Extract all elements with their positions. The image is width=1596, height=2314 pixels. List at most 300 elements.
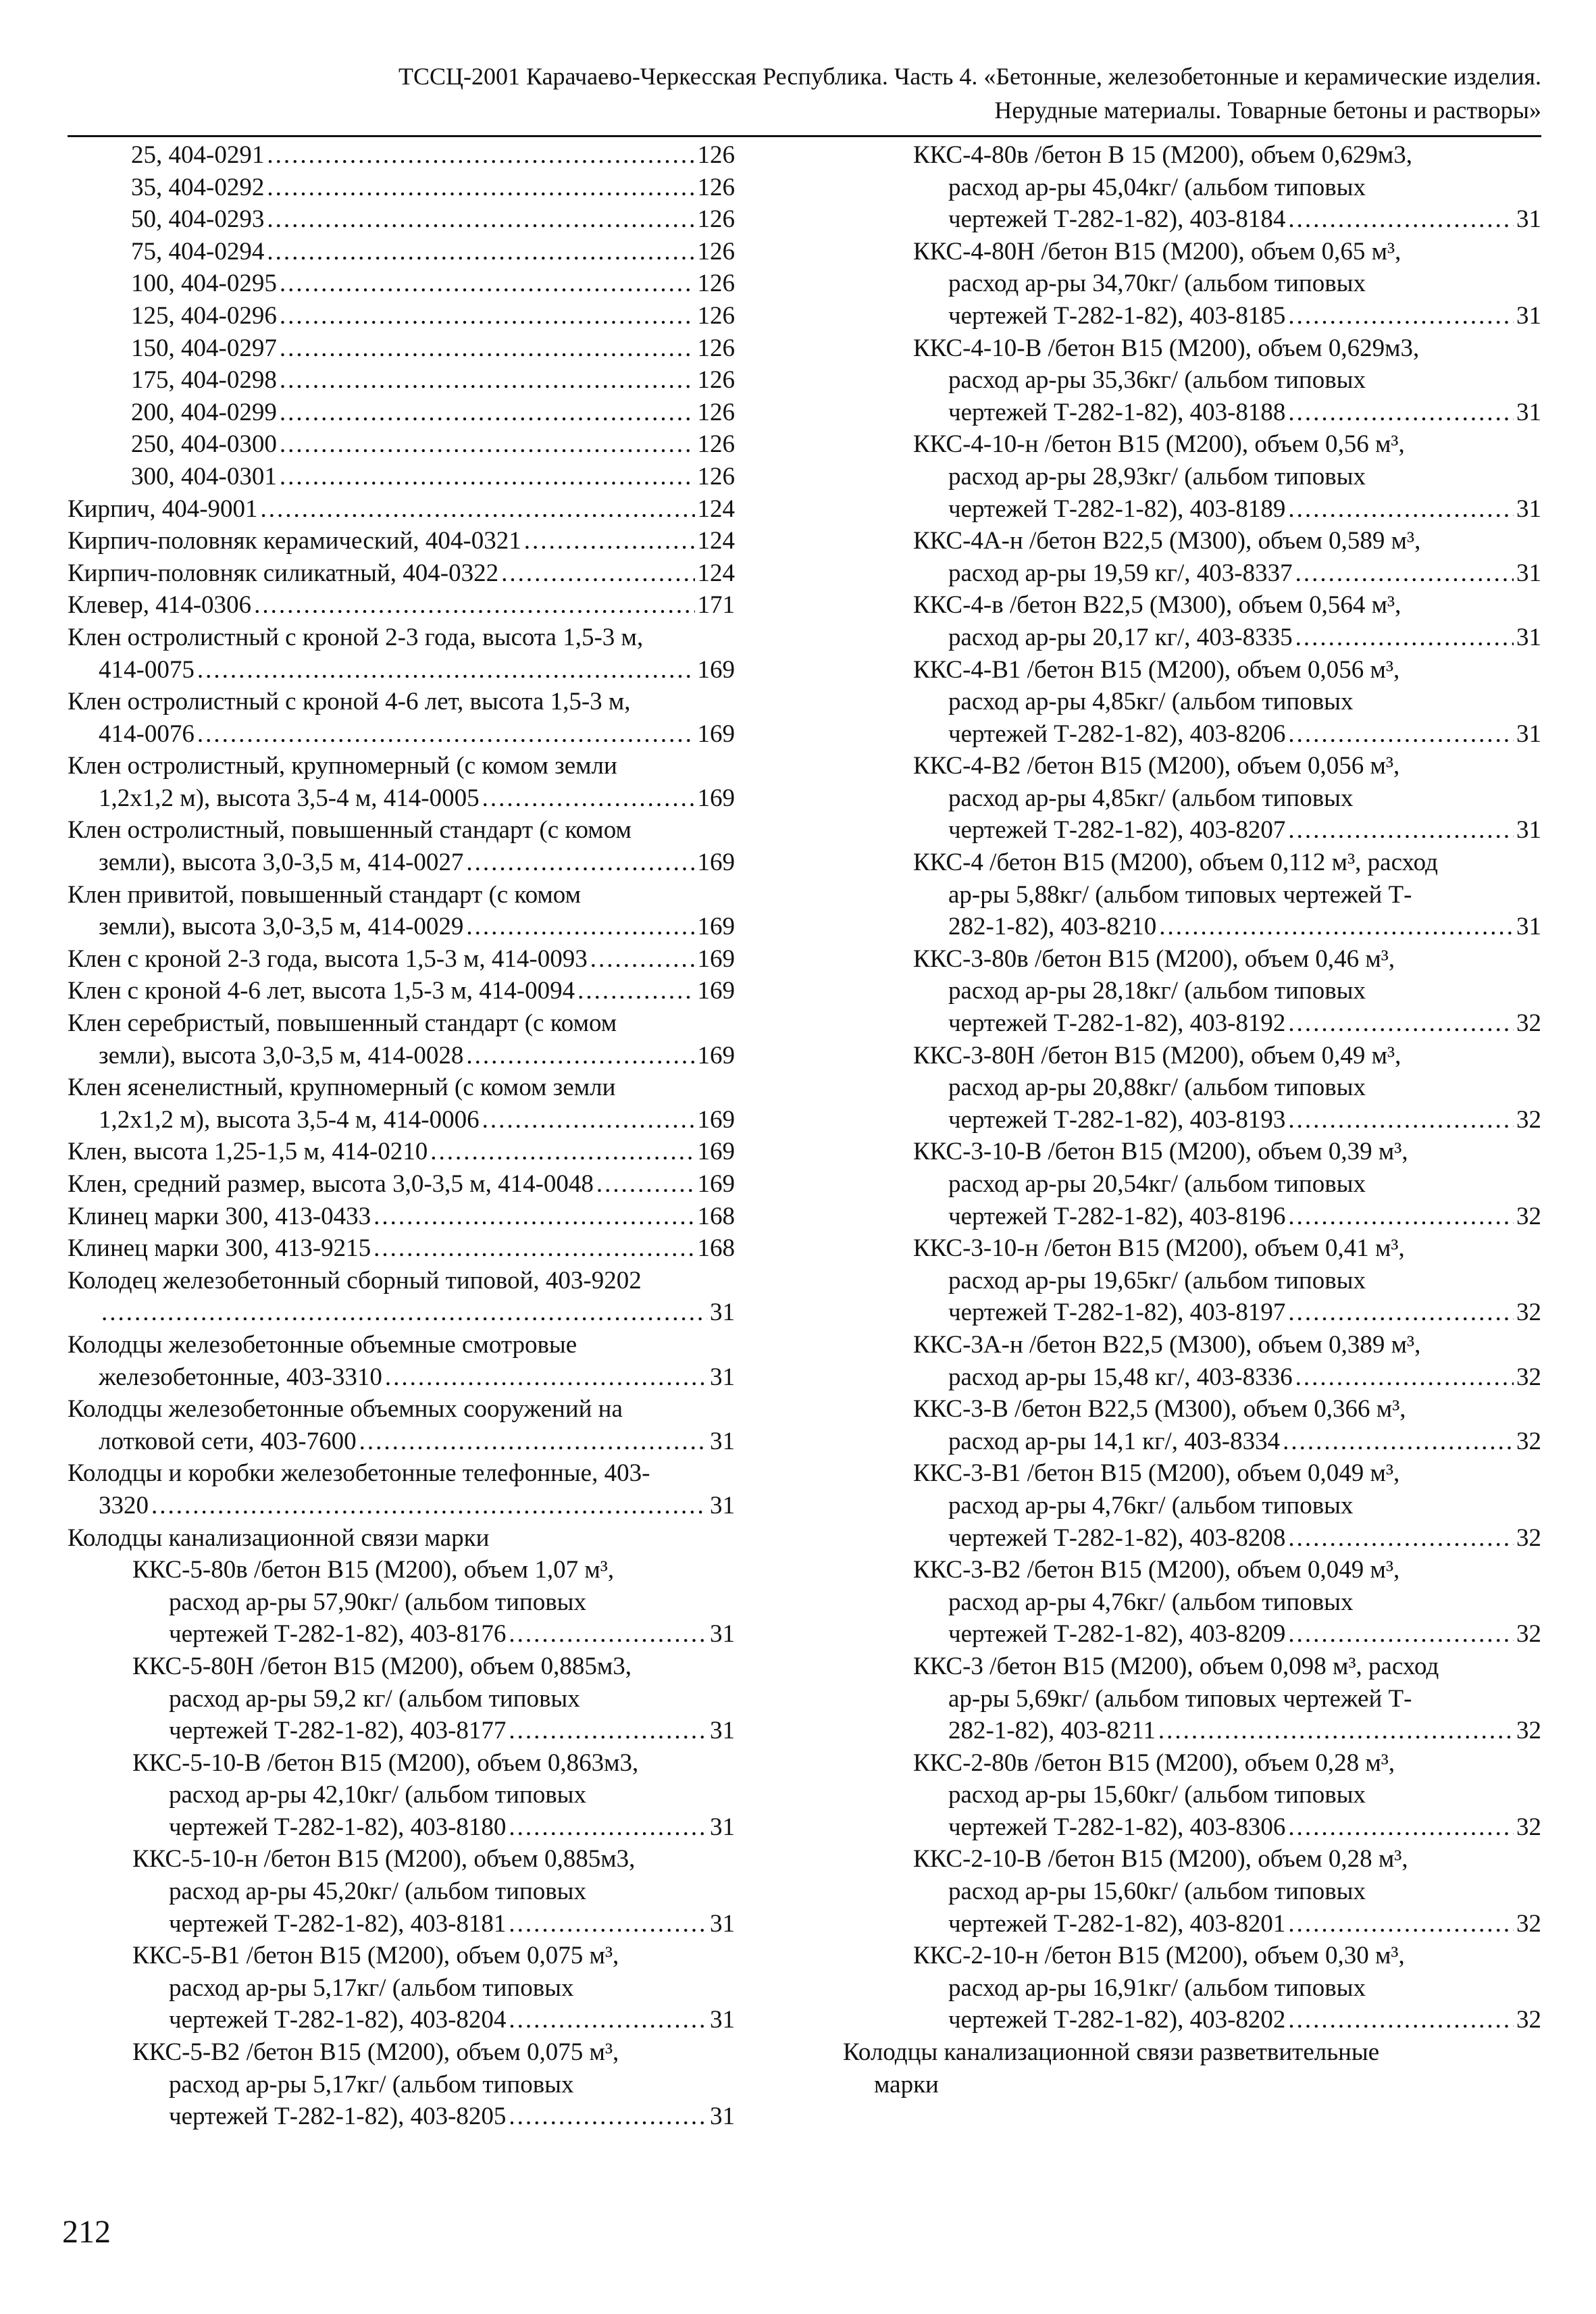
entry-page-ref: 126 — [697, 237, 735, 266]
index-entry — [68, 300, 735, 332]
entry-text: 250, 404-0300 — [131, 430, 277, 459]
entry-line: Колодец железобетонный сборный типовой, 403-9202 — [68, 1266, 642, 1294]
dot-leader — [466, 847, 694, 879]
index-entry — [843, 847, 1541, 943]
index-entry — [843, 1554, 1541, 1651]
entry-last-line — [843, 1522, 1541, 1555]
dot-leader — [1295, 622, 1514, 654]
entry-page-ref: 31 — [1516, 301, 1541, 330]
dot-leader — [280, 428, 695, 461]
dot-leader — [1288, 1201, 1514, 1233]
entry-page-ref: 126 — [697, 366, 735, 395]
index-entry — [68, 589, 735, 622]
index-entry — [68, 1522, 735, 1555]
entry-line: расход ар-ры 35,36кг/ (альбом типовых — [948, 366, 1366, 395]
index-entry — [843, 1136, 1541, 1232]
entry-line: расход ар-ры 4,76кг/ (альбом типовых — [948, 1588, 1354, 1616]
entry-last-line — [843, 1361, 1541, 1394]
entry-line: ККС-3-10-н /бетон В15 (М200), объем 0,41 м³, — [913, 1234, 1405, 1263]
entry-line: расход ар-ры 28,18кг/ (альбом типовых — [948, 977, 1366, 1005]
entry-page-ref: 31 — [710, 1909, 735, 1938]
entry-text: чертежей Т-282-1-82), 403-8209 — [948, 1620, 1286, 1649]
header-rule — [68, 135, 1541, 137]
entry-text: лотковой сети, 403-7600 — [99, 1427, 357, 1455]
entry-line: Клен остролистный с кроной 2-3 года, высота 1,5-3 м, — [68, 623, 644, 651]
entry-text: 282-1-82), 403-8211 — [948, 1717, 1156, 1745]
entry-line: ККС-4А-н /бетон В22,5 (М300), объем 0,589 м³, — [913, 527, 1421, 555]
entry-text: чертежей Т-282-1-82), 403-8193 — [948, 1105, 1286, 1134]
entry-text: Клен, высота 1,25-1,5 м, 414-0210 — [68, 1138, 428, 1166]
index-entry — [68, 1201, 735, 1233]
entry-text: чертежей Т-282-1-82), 403-8306 — [948, 1813, 1286, 1841]
index-entry — [68, 525, 735, 557]
entry-last-line — [68, 1361, 735, 1394]
entry-page-ref: 169 — [697, 1041, 735, 1070]
dot-leader — [1288, 2004, 1514, 2036]
entry-last-line — [843, 1297, 1541, 1329]
entry-line: расход ар-ры 20,54кг/ (альбом типовых — [948, 1170, 1366, 1198]
entry-last-line — [843, 1007, 1541, 1040]
entry-page-ref: 124 — [697, 527, 735, 555]
entry-line: ККС-4-В1 /бетон В15 (М200), объем 0,056 м³, — [913, 655, 1400, 684]
entry-page-ref: 169 — [697, 1170, 735, 1198]
entry-last-line — [68, 428, 735, 461]
entry-line: ККС-5-10-В /бетон В15 (М200), объем 0,863м3, — [132, 1749, 639, 1777]
entry-line: ККС-3-10-В /бетон В15 (М200), объем 0,39 м³, — [913, 1138, 1408, 1166]
entry-line: ККС-4-10-В /бетон В15 (М200), объем 0,629м3, — [913, 334, 1420, 362]
entry-last-line — [68, 1297, 735, 1329]
entry-last-line — [843, 300, 1541, 332]
entry-line: расход ар-ры 45,04кг/ (альбом типовых — [948, 173, 1366, 201]
index-entry — [68, 139, 735, 172]
entry-line: Колодцы железобетонные объемных сооружений на — [68, 1395, 623, 1424]
dot-leader — [1288, 1811, 1514, 1844]
entry-text: 75, 404-0294 — [131, 237, 265, 266]
entry-page-ref: 32 — [1516, 1105, 1541, 1134]
entry-page-ref: 126 — [697, 270, 735, 298]
index-entry — [843, 1651, 1541, 1747]
dot-leader — [590, 943, 695, 976]
entry-text: чертежей Т-282-1-82), 403-8197 — [948, 1299, 1286, 1327]
entry-line: ККС-4-в /бетон В22,5 (М300), объем 0,564 м³, — [913, 591, 1401, 620]
entry-text: земли), высота 3,0-3,5 м, 414-0027 — [99, 849, 464, 877]
entry-page-ref: 32 — [1516, 1524, 1541, 1552]
entry-text: чертежей Т-282-1-82), 403-8180 — [169, 1813, 507, 1841]
entry-page-ref: 169 — [697, 977, 735, 1005]
entry-line: ККС-5-В2 /бетон В15 (М200), объем 0,075 м³, — [132, 2038, 619, 2067]
entry-last-line — [68, 1811, 735, 1844]
entry-last-line — [843, 203, 1541, 236]
entry-last-line — [843, 814, 1541, 847]
entry-text: чертежей Т-282-1-82), 403-8205 — [169, 2103, 507, 2131]
entry-page-ref: 169 — [697, 720, 735, 748]
entry-last-line — [843, 1908, 1541, 1940]
entry-line: Клен привитой, повышенный стандарт (с комом — [68, 880, 581, 909]
entry-last-line — [843, 397, 1541, 429]
index-entry — [68, 943, 735, 976]
entry-last-line — [843, 557, 1541, 590]
entry-text: 200, 404-0299 — [131, 398, 277, 426]
entry-page-ref: 168 — [697, 1202, 735, 1230]
index-entry — [843, 750, 1541, 847]
entry-line: ККС-4-В2 /бетон В15 (М200), объем 0,056 м³, — [913, 752, 1400, 780]
index-entry — [68, 1747, 735, 1844]
dot-leader — [1288, 203, 1514, 236]
entry-page-ref: 31 — [710, 1717, 735, 1745]
entry-line: Колодцы железобетонные объемные смотровые — [68, 1330, 577, 1359]
entry-last-line — [68, 139, 735, 172]
index-entry — [68, 1265, 735, 1329]
entry-line: ККС-3А-н /бетон В22,5 (М300), объем 0,389 м³, — [913, 1330, 1421, 1359]
entry-page-ref: 32 — [1516, 1299, 1541, 1327]
index-entry — [68, 236, 735, 268]
index-entry — [68, 364, 735, 397]
header-line-2: Нерудные материалы. Товарные бетоны и растворы» — [994, 97, 1541, 124]
entry-last-line — [843, 622, 1541, 654]
entry-line: расход ар-ры 4,85кг/ (альбом типовых — [948, 784, 1354, 812]
dot-leader — [280, 461, 695, 493]
entry-line: ККС-3-80в /бетон В15 (М200), объем 0,46 м³, — [913, 945, 1395, 973]
dot-leader — [1295, 1361, 1514, 1394]
dot-leader — [280, 300, 695, 332]
entry-page-ref: 32 — [1516, 1363, 1541, 1391]
entry-text: 1,2х1,2 м), высота 3,5-4 м, 414-0005 — [99, 784, 480, 812]
entry-line: расход ар-ры 5,17кг/ (альбом типовых — [169, 1973, 574, 2002]
entry-page-ref: 169 — [697, 945, 735, 973]
entry-line: Клен серебристый, повышенный стандарт (с комом — [68, 1009, 617, 1038]
dot-leader — [466, 911, 694, 943]
entry-text: 300, 404-0301 — [131, 462, 277, 491]
entry-line: расход ар-ры 57,90кг/ (альбом типовых — [169, 1588, 587, 1616]
index-entry — [843, 2036, 1541, 2101]
entry-page-ref: 31 — [710, 1299, 735, 1327]
entry-text: чертежей Т-282-1-82), 403-8181 — [169, 1909, 507, 1938]
index-entry — [843, 943, 1541, 1040]
index-entry — [68, 1554, 735, 1651]
entry-line: ККС-3-В2 /бетон В15 (М200), объем 0,049 м³, — [913, 1556, 1400, 1584]
entry-text: 1,2х1,2 м), высота 3,5-4 м, 414-0006 — [99, 1105, 480, 1134]
entry-text: Клен с кроной 4-6 лет, высота 1,5-3 м, 414-0094 — [68, 977, 575, 1005]
entry-page-ref: 124 — [697, 495, 735, 523]
index-entry — [68, 268, 735, 300]
entry-line: расход ар-ры 19,65кг/ (альбом типовых — [948, 1266, 1366, 1294]
entry-last-line — [68, 2101, 735, 2133]
dot-leader — [261, 493, 695, 526]
entry-last-line — [843, 1715, 1541, 1747]
entry-page-ref: 31 — [710, 2103, 735, 2131]
dot-leader — [1288, 1297, 1514, 1329]
entry-line: ККС-4 /бетон В15 (М200), объем 0,112 м³, расход — [913, 849, 1438, 877]
index-entry — [843, 1940, 1541, 2036]
entry-last-line — [68, 1201, 735, 1233]
entry-text: Кирпич, 404-9001 — [68, 495, 258, 523]
entry-last-line — [843, 911, 1541, 943]
entry-last-line — [843, 1426, 1541, 1458]
dot-leader — [254, 589, 694, 622]
dot-leader — [1288, 1007, 1514, 1040]
entry-line: ККС-5-80в /бетон В15 (М200), объем 1,07 м³, — [132, 1556, 615, 1584]
entry-last-line — [68, 1426, 735, 1458]
entry-text: Клен с кроной 2-3 года, высота 1,5-3 м, 414-0093 — [68, 945, 588, 973]
entry-last-line — [68, 1232, 735, 1265]
entry-text: 35, 404-0292 — [131, 173, 265, 201]
entry-last-line — [68, 300, 735, 332]
entry-page-ref: 126 — [697, 141, 735, 169]
entry-text: Клен, средний размер, высота 3,0-3,5 м, 414-0048 — [68, 1170, 594, 1198]
index-entry — [843, 1040, 1541, 1136]
index-entry — [68, 493, 735, 526]
entry-last-line — [68, 332, 735, 365]
entry-page-ref: 32 — [1516, 2006, 1541, 2034]
dot-leader — [280, 332, 695, 365]
entry-page-ref: 126 — [697, 205, 735, 234]
entry-page-ref: 168 — [697, 1234, 735, 1263]
entry-last-line — [843, 1104, 1541, 1136]
index-entry — [68, 1232, 735, 1265]
entry-text: чертежей Т-282-1-82), 403-8201 — [948, 1909, 1286, 1938]
entry-page-ref: 31 — [1516, 205, 1541, 234]
entry-line: ККС-5-10-н /бетон В15 (М200), объем 0,885м3, — [132, 1845, 636, 1873]
entry-last-line — [68, 461, 735, 493]
entry-page-ref: 32 — [1516, 1202, 1541, 1230]
entry-line: Клен остролистный, крупномерный (с комом земли — [68, 752, 617, 780]
dot-leader — [1288, 397, 1514, 429]
entry-text: чертежей Т-282-1-82), 403-8177 — [169, 1717, 507, 1745]
index-column-left — [68, 139, 735, 2133]
entry-line: расход ар-ры 16,91кг/ (альбом типовых — [948, 1973, 1366, 2002]
entry-text: железобетонные, 403-3310 — [99, 1363, 382, 1391]
entry-last-line — [68, 2004, 735, 2036]
dot-leader — [151, 1490, 707, 1522]
dot-leader — [197, 654, 695, 686]
entry-last-line — [843, 2004, 1541, 2036]
entry-text: Клинец марки 300, 413-0433 — [68, 1202, 371, 1230]
entry-text: чертежей Т-282-1-82), 403-8204 — [169, 2006, 507, 2034]
dot-leader — [509, 2004, 707, 2036]
entry-page-ref: 32 — [1516, 1813, 1541, 1841]
entry-last-line — [68, 1490, 735, 1522]
index-entry — [68, 428, 735, 461]
entry-last-line — [68, 1908, 735, 1940]
entry-line: ККС-3-В /бетон В22,5 (М300), объем 0,366 м³, — [913, 1395, 1406, 1424]
entry-page-ref: 31 — [710, 1363, 735, 1391]
entry-page-ref: 169 — [697, 1138, 735, 1166]
entry-last-line — [68, 525, 735, 557]
index-entry — [843, 428, 1541, 525]
dot-leader — [1288, 1908, 1514, 1940]
entry-line: ККС-2-10-н /бетон В15 (М200), объем 0,30 м³, — [913, 1942, 1405, 1970]
entry-text: земли), высота 3,0-3,5 м, 414-0028 — [99, 1041, 464, 1070]
entry-text: расход ар-ры 15,48 кг/, 403-8336 — [948, 1363, 1293, 1391]
entry-heading: Колодцы канализационной связи марки — [68, 1524, 490, 1552]
dot-leader — [385, 1361, 707, 1394]
entry-line: Клен остролистный с кроной 4-6 лет, высота 1,5-3 м, — [68, 688, 631, 716]
index-entry — [68, 814, 735, 878]
entry-text: чертежей Т-282-1-82), 403-8185 — [948, 301, 1286, 330]
dot-leader — [482, 782, 695, 815]
entry-line: расход ар-ры 42,10кг/ (альбом типовых — [169, 1781, 587, 1809]
entry-last-line — [843, 493, 1541, 526]
entry-text: Кирпич-половняк силикатный, 404-0322 — [68, 559, 499, 587]
index-entry — [843, 1457, 1541, 1554]
entry-page-ref: 126 — [697, 430, 735, 459]
entry-line: расход ар-ры 4,76кг/ (альбом типовых — [948, 1491, 1354, 1519]
entry-line: ККС-3-В1 /бетон В15 (М200), объем 0,049 м³, — [913, 1459, 1400, 1488]
entry-text: 50, 404-0293 — [131, 205, 265, 234]
entry-line: ККС-4-80Н /бетон В15 (М200), объем 0,65 м³, — [913, 237, 1401, 266]
index-entry — [843, 1843, 1541, 1940]
entry-line: ар-ры 5,69кг/ (альбом типовых чертежей Т- — [948, 1684, 1412, 1713]
index-entry — [68, 172, 735, 204]
index-entry — [68, 1136, 735, 1168]
entry-line: расход ар-ры 15,60кг/ (альбом типовых — [948, 1878, 1366, 1906]
dot-leader — [524, 525, 695, 557]
dot-leader — [1159, 911, 1514, 943]
dot-leader — [267, 172, 694, 204]
index-entry — [68, 622, 735, 686]
entry-line: ККС-3 /бетон В15 (М200), объем 0,098 м³, расход — [913, 1652, 1439, 1680]
entry-text: чертежей Т-282-1-82), 403-8188 — [948, 398, 1286, 426]
index-entry — [68, 1168, 735, 1201]
entry-text: Кирпич-половняк керамический, 404-0321 — [68, 527, 521, 555]
entry-line: Колодцы канализационной связи разветвительные — [843, 2038, 1380, 2067]
dot-leader — [501, 557, 694, 590]
dot-leader — [577, 975, 694, 1007]
index-entry — [843, 654, 1541, 751]
entry-page-ref: 32 — [1516, 1909, 1541, 1938]
entry-text: Клевер, 414-0306 — [68, 591, 252, 620]
entry-page-ref: 126 — [697, 462, 735, 491]
entry-last-line — [843, 718, 1541, 751]
dot-leader — [1288, 814, 1514, 847]
entry-text: чертежей Т-282-1-82), 403-8207 — [948, 816, 1286, 845]
entry-page-ref: 31 — [1516, 816, 1541, 845]
entry-page-ref: 31 — [710, 1491, 735, 1519]
index-entry — [843, 525, 1541, 589]
dot-leader — [280, 268, 695, 300]
entry-last-line — [68, 203, 735, 236]
dot-leader — [1295, 557, 1514, 590]
dot-leader — [1288, 718, 1514, 751]
entry-page-ref: 32 — [1516, 1620, 1541, 1649]
entry-page-ref: 32 — [1516, 1717, 1541, 1745]
index-entry — [843, 236, 1541, 332]
entry-line: ККС-5-В1 /бетон В15 (М200), объем 0,075 м³, — [132, 1942, 619, 1970]
entry-page-ref: 31 — [710, 1427, 735, 1455]
dot-leader — [1288, 1522, 1514, 1555]
index-entry — [68, 975, 735, 1007]
entry-page-ref: 126 — [697, 301, 735, 330]
entry-line: Клен ясенелистный, крупномерный (с комом земли — [68, 1074, 616, 1102]
entry-last-line — [68, 1715, 735, 1747]
entry-text: чертежей Т-282-1-82), 403-8208 — [948, 1524, 1286, 1552]
entry-page-ref: 126 — [697, 398, 735, 426]
entry-text: 125, 404-0296 — [131, 301, 277, 330]
entry-page-ref: 31 — [1516, 720, 1541, 748]
dot-leader — [197, 718, 695, 751]
dot-leader — [1288, 493, 1514, 526]
entry-page-ref: 169 — [697, 849, 735, 877]
entry-page-ref: 32 — [1516, 1427, 1541, 1455]
index-entry — [843, 1329, 1541, 1393]
dot-leader — [430, 1136, 694, 1168]
entry-last-line — [68, 1040, 735, 1072]
dot-leader — [1288, 1104, 1514, 1136]
entry-page-ref: 31 — [1516, 913, 1541, 941]
entry-line: расход ар-ры 4,85кг/ (альбом типовых — [948, 688, 1354, 716]
index-entry — [68, 1072, 735, 1136]
entry-last-line — [68, 847, 735, 879]
entry-text: Клинец марки 300, 413-9215 — [68, 1234, 371, 1263]
index-entry — [68, 203, 735, 236]
entry-text: 150, 404-0297 — [131, 334, 277, 362]
entry-text: земли), высота 3,0-3,5 м, 414-0029 — [99, 913, 464, 941]
index-entry — [68, 557, 735, 590]
entry-page-ref: 169 — [697, 1105, 735, 1134]
dot-leader — [267, 236, 694, 268]
dot-leader — [267, 139, 694, 172]
entry-line: расход ар-ры 34,70кг/ (альбом типовых — [948, 270, 1366, 298]
entry-text: чертежей Т-282-1-82), 403-8202 — [948, 2006, 1286, 2034]
index-entry — [68, 686, 735, 750]
dot-leader — [101, 1297, 707, 1329]
entry-last-line — [843, 1618, 1541, 1651]
dot-leader — [509, 1618, 707, 1651]
entry-page-ref: 31 — [1516, 398, 1541, 426]
entry-page-ref: 31 — [710, 2006, 735, 2034]
index-entry — [68, 1651, 735, 1747]
entry-page-ref: 126 — [697, 334, 735, 362]
dot-leader — [1288, 1618, 1514, 1651]
dot-leader — [374, 1232, 694, 1265]
dot-leader — [509, 1908, 707, 1940]
entry-line: Клен остролистный, повышенный стандарт (с комом — [68, 816, 632, 845]
index-entry — [843, 139, 1541, 236]
entry-last-line — [68, 236, 735, 268]
entry-page-ref: 126 — [697, 173, 735, 201]
dot-leader — [1158, 1715, 1514, 1747]
running-header — [68, 59, 1541, 127]
entry-last-line — [68, 782, 735, 815]
entry-last-line — [68, 1136, 735, 1168]
index-entry — [68, 1329, 735, 1393]
dot-leader — [359, 1426, 707, 1458]
entry-heading: марки — [874, 2070, 939, 2098]
index-entry — [68, 1940, 735, 2036]
page-number: 212 — [62, 2214, 111, 2250]
index-entry — [68, 397, 735, 429]
entry-text: чертежей Т-282-1-82), 403-8196 — [948, 1202, 1286, 1230]
entry-last-line — [68, 911, 735, 943]
entry-page-ref: 31 — [710, 1813, 735, 1841]
dot-leader — [482, 1104, 695, 1136]
entry-last-line — [68, 654, 735, 686]
entry-last-line — [68, 943, 735, 976]
entry-last-line — [68, 172, 735, 204]
entry-text: 414-0075 — [99, 655, 195, 684]
entry-last-line — [68, 1168, 735, 1201]
entry-page-ref: 31 — [1516, 559, 1541, 587]
entry-page-ref: 171 — [697, 591, 735, 620]
entry-page-ref: 169 — [697, 784, 735, 812]
entry-page-ref: 31 — [1516, 495, 1541, 523]
entry-line: ККС-2-10-В /бетон В15 (М200), объем 0,28 м³, — [913, 1845, 1408, 1873]
index-entry — [68, 750, 735, 814]
index-entry — [68, 1007, 735, 1072]
index-entry — [843, 589, 1541, 653]
dot-leader — [280, 364, 695, 397]
entry-line: расход ар-ры 28,93кг/ (альбом типовых — [948, 462, 1366, 491]
